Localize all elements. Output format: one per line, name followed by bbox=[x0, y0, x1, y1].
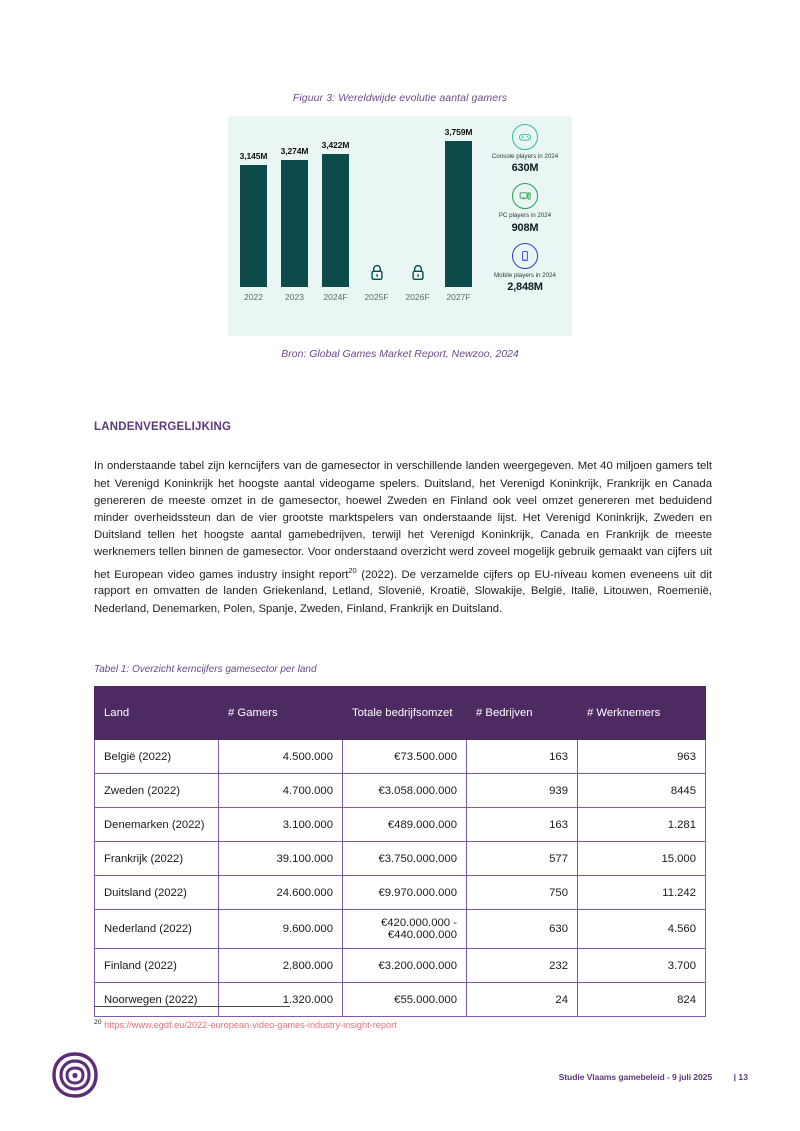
organization-logo bbox=[50, 1050, 100, 1100]
table-row bbox=[95, 983, 706, 1017]
cell-gamers: 9.600.000 bbox=[219, 910, 343, 949]
stat-mobile-value: 2,848M bbox=[507, 281, 543, 294]
column-header-gamers: # Gamers bbox=[219, 687, 343, 740]
cell-bedrijven: 24 bbox=[467, 983, 578, 1017]
cell-bedrijven: 163 bbox=[467, 740, 578, 774]
gamepad-icon bbox=[512, 124, 538, 150]
cell-werknemers: 963 bbox=[578, 740, 706, 774]
cell-omzet: €489.000.000 bbox=[343, 808, 467, 842]
bar-value-2027f: 3,759M bbox=[444, 127, 473, 137]
cell-bedrijven: 577 bbox=[467, 842, 578, 876]
cell-land: Duitsland (2022) bbox=[95, 876, 219, 910]
cell-bedrijven: 163 bbox=[467, 808, 578, 842]
footer-page-number: | 13 bbox=[733, 1072, 748, 1082]
cell-omzet: €3.750.000.000 bbox=[343, 842, 467, 876]
cell-land: Nederland (2022) bbox=[95, 910, 219, 949]
cell-land: België (2022) bbox=[95, 740, 219, 774]
table-row bbox=[95, 949, 706, 983]
lock-icon bbox=[369, 264, 384, 286]
cell-land: Finland (2022) bbox=[95, 949, 219, 983]
chart-panel bbox=[228, 116, 572, 336]
cell-land: Denemarken (2022) bbox=[95, 808, 219, 842]
column-header-bedrijven: # Bedrijven bbox=[467, 687, 578, 740]
cell-bedrijven: 232 bbox=[467, 949, 578, 983]
cell-werknemers: 11.242 bbox=[578, 876, 706, 910]
cell-gamers: 4.700.000 bbox=[219, 774, 343, 808]
table-body bbox=[95, 740, 706, 1017]
column-header-omzet: Totale bedrijfsomzet bbox=[343, 687, 467, 740]
bar-rect-2023 bbox=[281, 160, 308, 287]
bar-column-2022 bbox=[239, 151, 268, 302]
footnote-link[interactable]: https://www.egdf.eu/2022-european-video-games-industry-insight-report bbox=[104, 1020, 397, 1031]
bar-label-2023: 2023 bbox=[285, 292, 304, 302]
footnote-marker: 20 bbox=[348, 565, 357, 575]
stat-pc bbox=[484, 183, 566, 233]
cell-omzet: €73.500.000 bbox=[343, 740, 467, 774]
bar-value-2023: 3,274M bbox=[280, 146, 309, 156]
table-row bbox=[95, 910, 706, 949]
mobile-phone-icon bbox=[512, 243, 538, 269]
footnote bbox=[94, 1019, 397, 1030]
cell-gamers: 4.500.000 bbox=[219, 740, 343, 774]
cell-land: Frankrijk (2022) bbox=[95, 842, 219, 876]
footnote-number: 20 bbox=[94, 1019, 102, 1026]
bar-column-2023 bbox=[280, 146, 309, 302]
desktop-icon bbox=[512, 183, 538, 209]
bar-label-2027f: 2027F bbox=[446, 292, 471, 302]
table-row bbox=[95, 876, 706, 910]
stat-mobile bbox=[484, 243, 566, 293]
footer-title: Studie Vlaams gamebeleid - 9 juli 2025 bbox=[558, 1072, 712, 1082]
chart-bars-area bbox=[240, 124, 488, 309]
cell-gamers: 1.320.000 bbox=[219, 983, 343, 1017]
table-header-row bbox=[95, 687, 706, 740]
stat-console-label: Console players in 2024 bbox=[491, 153, 559, 160]
body-paragraph bbox=[94, 458, 712, 618]
footnote-divider bbox=[94, 1006, 290, 1007]
table-row bbox=[95, 808, 706, 842]
bar-label-2024f: 2024F bbox=[323, 292, 348, 302]
cell-omzet: €9.970.000.000 bbox=[343, 876, 467, 910]
cell-omzet: €55.000.000 bbox=[343, 983, 467, 1017]
stat-console bbox=[484, 124, 566, 174]
stat-mobile-label: Mobile players in 2024 bbox=[494, 271, 556, 279]
table-head bbox=[95, 687, 706, 740]
cell-bedrijven: 630 bbox=[467, 910, 578, 949]
page-title: LANDENVERGELIJKING bbox=[94, 421, 232, 433]
cell-omzet: €3.200.000.000 bbox=[343, 949, 467, 983]
cell-omzet: €420.000.000 - €440.000.000 bbox=[343, 910, 467, 949]
table-row bbox=[95, 842, 706, 876]
table-caption: Tabel 1: Overzicht kerncijfers gamesector per land bbox=[94, 664, 317, 675]
body-text-part-1: In onderstaande tabel zijn kerncijfers van de gamesector in verschillende landen weergegeven. Met 40 miljoen gamers telt het Verenigd Koninkrijk het hoogste aantal videogame spelers. Duitsland, het Verenigd Koninkrijk, Frankrijk en Canada genereren de meeste omzet in de gamesector, hoewel Zweden en Finland ook veel omzet genereren met beduidend minder overheidssteun dan de vier grootste marktspelers van onderstaande lijst. Het Verenigd Koninkrijk, Zweden en Duitsland tellen het hoogste aantal gamebedrijven, terwijl het Verenigd Koninkrijk, Canada en Frankrijk de meeste werknemers tellen binnen de gamesector. Voor onderstaand overzicht werd zoveel mogelijk gebruik gemaakt van cijfers uit het European video games industry insight report bbox=[94, 460, 712, 581]
bar-label-2025f: 2025F bbox=[364, 292, 389, 302]
cell-gamers: 39.100.000 bbox=[219, 842, 343, 876]
column-header-land: Land bbox=[95, 687, 219, 740]
cell-land: Zweden (2022) bbox=[95, 774, 219, 808]
cell-bedrijven: 939 bbox=[467, 774, 578, 808]
table-row bbox=[95, 740, 706, 774]
bar-value-2022: 3,145M bbox=[239, 151, 268, 161]
cell-gamers: 24.600.000 bbox=[219, 876, 343, 910]
bar-label-2022: 2022 bbox=[244, 292, 263, 302]
bar-rect-2027f bbox=[445, 141, 472, 287]
cell-werknemers: 8445 bbox=[578, 774, 706, 808]
bar-value-2024f: 3,422M bbox=[321, 140, 350, 150]
stat-console-value: 630M bbox=[511, 162, 539, 175]
bar-column-2027f bbox=[444, 127, 473, 302]
body-text-part-2: (2022). De verzamelde cijfers op EU-niveau komen eveneens uit dit rapport en omvatten de landen Griekenland, Letland, Slovenië, Kroatië, Slowakije, België, Italië, Litouwen, Roemenië, Nederland, Denemarken, Polen, Spanje, Zweden, Finland, Frankrijk en Duitsland. bbox=[94, 568, 712, 615]
cell-gamers: 2.800.000 bbox=[219, 949, 343, 983]
bar-column-2024f bbox=[321, 140, 350, 302]
cell-omzet: €3.058.000.000 bbox=[343, 774, 467, 808]
stat-pc-label: PC players in 2024 bbox=[498, 212, 552, 220]
cell-bedrijven: 750 bbox=[467, 876, 578, 910]
stat-pc-value: 908M bbox=[511, 221, 539, 234]
bar-label-2026f: 2026F bbox=[405, 292, 430, 302]
lock-icon bbox=[410, 264, 425, 286]
data-table bbox=[94, 686, 706, 1017]
cell-werknemers: 824 bbox=[578, 983, 706, 1017]
cell-werknemers: 1.281 bbox=[578, 808, 706, 842]
cell-werknemers: 3.700 bbox=[578, 949, 706, 983]
bar-rect-2022 bbox=[240, 165, 267, 287]
cell-werknemers: 15.000 bbox=[578, 842, 706, 876]
figure-source: Bron: Global Games Market Report, Newzoo, 2024 bbox=[281, 348, 519, 360]
cell-land: Noorwegen (2022) bbox=[95, 983, 219, 1017]
figure-caption: Figuur 3: Wereldwijde evolutie aantal gamers bbox=[292, 92, 508, 104]
cell-gamers: 3.100.000 bbox=[219, 808, 343, 842]
table-row bbox=[95, 774, 706, 808]
bar-rect-2024f bbox=[322, 154, 349, 287]
column-header-werknemers: # Werknemers bbox=[578, 687, 706, 740]
chart-side-stats bbox=[484, 124, 566, 302]
cell-werknemers: 4.560 bbox=[578, 910, 706, 949]
